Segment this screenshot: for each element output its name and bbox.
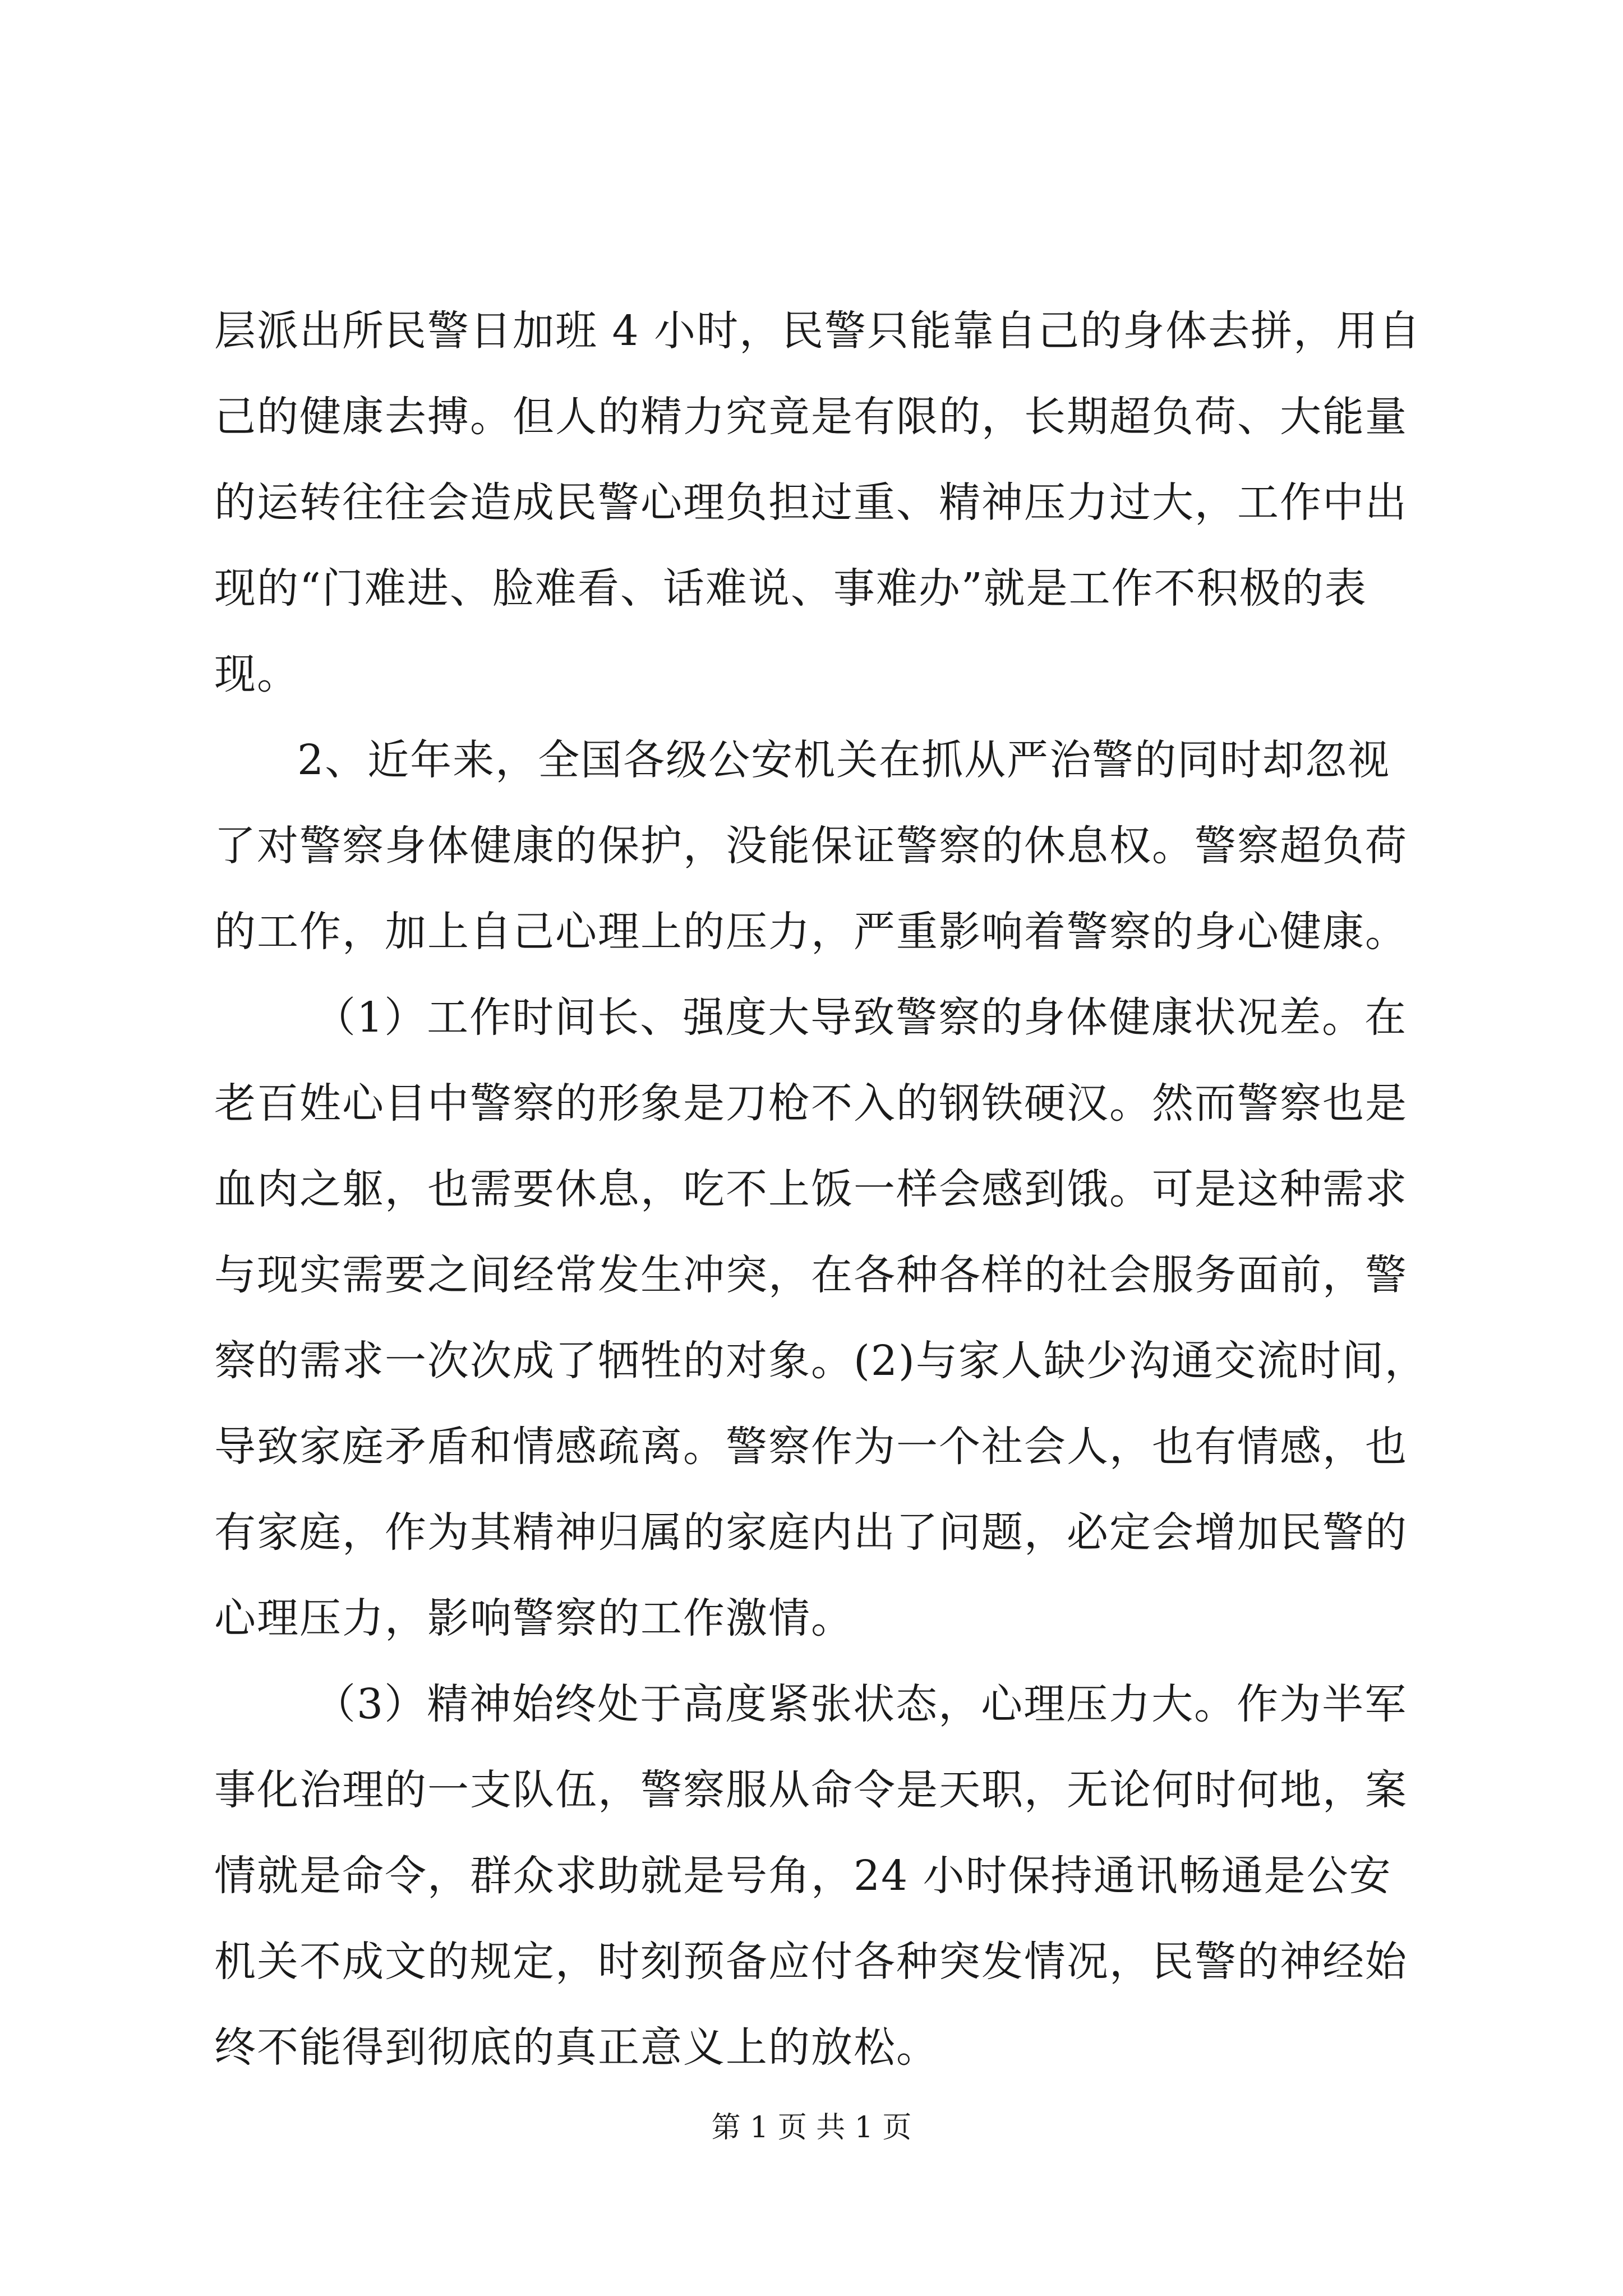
- text-line: 终不能得到彻底的真正意义上的放松。: [214, 2023, 939, 2072]
- text-line: 机关不成文的规定，时刻预备应付各种突发情况，民警的神经始: [214, 1938, 1408, 1986]
- text-line: 有家庭，作为其精神归属的家庭内出了问题，必定会增加民警的: [214, 1508, 1408, 1557]
- text-line: 层派出所民警日加班 4 小时，民警只能靠自己的身体去拼，用自: [214, 307, 1422, 355]
- text-line: 2、近年来，全国各级公安机关在抓从严治警的同时却忽视: [297, 736, 1391, 784]
- text-line: 现。: [214, 650, 299, 698]
- text-line: 了对警察身体健康的保护，没能保证警察的休息权。警察超负荷: [214, 822, 1408, 870]
- text-line: 导致家庭矛盾和情感疏离。警察作为一个社会人，也有情感，也: [214, 1423, 1408, 1471]
- text-line: 事化治理的一支队伍，警察服从命令是天职，无论何时何地，案: [214, 1766, 1408, 1814]
- text-line: （3）精神始终处于高度紧张状态，心理压力大。作为半军: [314, 1680, 1408, 1728]
- text-line: 的工作，加上自己心理上的压力，严重影响着警察的身心健康。: [214, 908, 1408, 956]
- text-line: 心理压力，影响警察的工作激情。: [214, 1594, 854, 1642]
- text-line: 与现实需要之间经常发生冲突，在各种各样的社会服务面前，警: [214, 1251, 1408, 1299]
- page-footer: 第 1 页 共 1 页: [711, 2111, 912, 2145]
- text-line: 情就是命令，群众求助就是号角，24 小时保持通讯畅通是公安: [214, 1852, 1392, 1900]
- text-line: 己的健康去搏。但人的精力究竟是有限的，长期超负荷、大能量: [214, 393, 1408, 441]
- text-line: 现的“门难进、脸难看、话难说、事难办”就是工作不积极的表: [214, 564, 1367, 613]
- text-line: 的运转往往会造成民警心理负担过重、精神压力过大，工作中出: [214, 478, 1408, 527]
- text-line: 老百姓心目中警察的形象是刀枪不入的钢铁硬汉。然而警察也是: [214, 1079, 1408, 1128]
- text-line: 血肉之躯，也需要休息，吃不上饭一样会感到饿。可是这种需求: [214, 1165, 1408, 1213]
- text-line: 察的需求一次次成了牺牲的对象。(2)与家人缺少沟通交流时间，: [214, 1337, 1427, 1385]
- text-line: （1）工作时间长、强度大导致警察的身体健康状况差。在: [314, 993, 1408, 1042]
